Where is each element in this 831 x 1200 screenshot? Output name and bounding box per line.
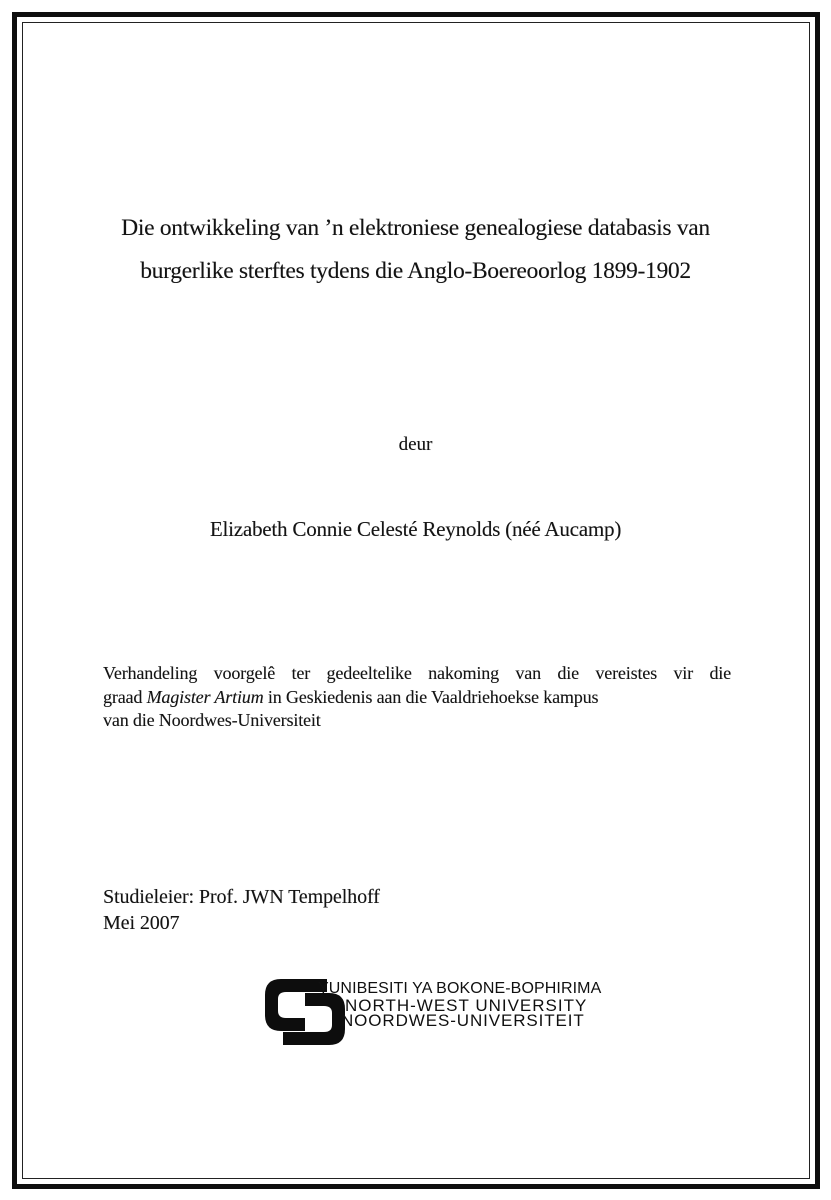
thesis-title-line-1: Die ontwikkeling van ’n elektroniese genealogiese databasis van xyxy=(121,215,710,241)
submission-line-2 xyxy=(103,686,731,710)
supervisor-block xyxy=(103,885,380,936)
submission-line-3: van die Noordwes-Universiteit xyxy=(103,710,321,730)
thesis-title xyxy=(40,207,791,293)
submission-line-2-suffix: in Geskiedenis aan die Vaaldriehoekse kampus xyxy=(263,686,599,707)
submission-statement xyxy=(103,662,731,733)
date-line: Mei 2007 xyxy=(103,911,180,934)
supervisor-line: Studieleier: Prof. JWN Tempelhoff xyxy=(103,886,380,908)
university-name-setswana: YUNIBESITI YA BOKONE-BOPHIRIMA xyxy=(318,980,602,997)
submission-line-1: Verhandeling voorgelê ter gedeeltelike nakoming van die vereistes vir die xyxy=(103,663,731,683)
university-name-afrikaans: NOORDWES-UNIVERSITEIT xyxy=(341,1011,585,1030)
thesis-title-line-2: burgerlike sterftes tydens die Anglo-Boereoorlog 1899-1902 xyxy=(140,258,691,284)
author-name: Elizabeth Connie Celesté Reynolds (néé Aucamp) xyxy=(209,517,622,541)
degree-name-italic: Magister Artium xyxy=(146,686,264,707)
university-name-english: NORTH-WEST UNIVERSITY xyxy=(345,995,588,1015)
byline-deur: deur xyxy=(398,434,433,455)
submission-line-2-prefix: graad xyxy=(103,686,147,707)
